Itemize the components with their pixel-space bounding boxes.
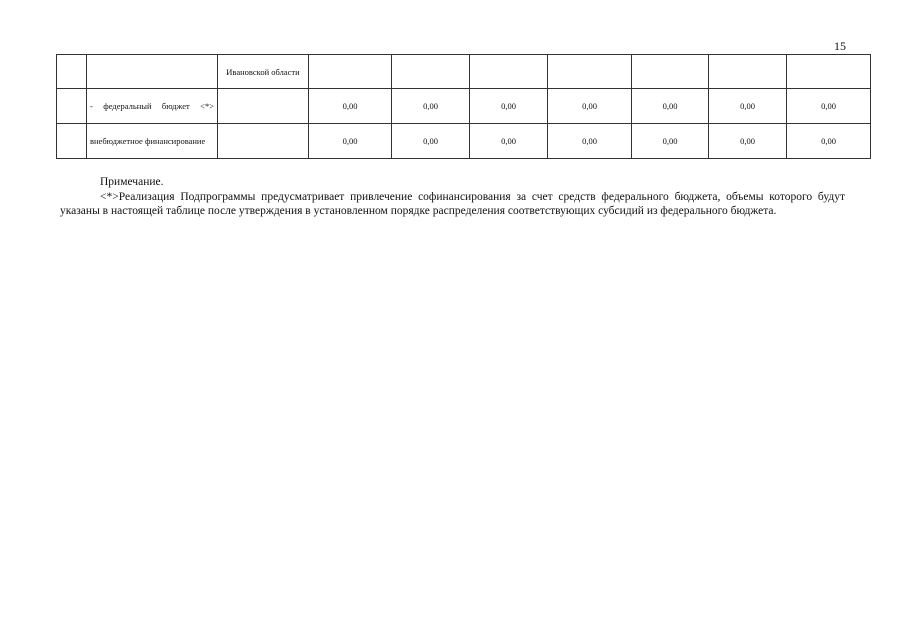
amount-cell: 0,00 bbox=[309, 89, 392, 124]
amount-cell: 0,00 bbox=[548, 124, 632, 159]
amount-cell: 0,00 bbox=[470, 124, 548, 159]
amount-cell bbox=[548, 55, 632, 89]
funding-source-cell: - федеральный бюджет <*> bbox=[87, 89, 218, 124]
amount-cell: 0,00 bbox=[709, 124, 787, 159]
page-number: 15 bbox=[834, 39, 846, 53]
note-text: <*>Реализация Подпрограммы предусматривает привлечение софинансирования за счет средств федерального бюджета, объемы которого будут указаны в настоящей таблице после утверждения в установленном порядке распределения соответствующих субсидий из федерального бюджета. bbox=[60, 190, 845, 217]
funding-source-cell: внебюджетное финансирование bbox=[87, 124, 218, 159]
amount-cell: 0,00 bbox=[709, 89, 787, 124]
amount-cell: 0,00 bbox=[392, 124, 470, 159]
table-row bbox=[57, 89, 871, 124]
amount-cell bbox=[787, 55, 871, 89]
table-cell-blank bbox=[57, 124, 87, 159]
funding-source-cell bbox=[87, 55, 218, 89]
amount-cell bbox=[309, 55, 392, 89]
amount-cell: 0,00 bbox=[392, 89, 470, 124]
table-row bbox=[57, 124, 871, 159]
table-row bbox=[57, 55, 871, 89]
table-cell-blank bbox=[57, 89, 87, 124]
amount-cell bbox=[709, 55, 787, 89]
amount-cell: 0,00 bbox=[787, 89, 871, 124]
amount-cell bbox=[392, 55, 470, 89]
organization-cell bbox=[218, 89, 309, 124]
amount-cell: 0,00 bbox=[548, 89, 632, 124]
amount-cell: 0,00 bbox=[309, 124, 392, 159]
financing-table bbox=[56, 54, 871, 159]
organization-cell: Ивановской области bbox=[218, 55, 309, 89]
amount-cell bbox=[632, 55, 709, 89]
amount-cell: 0,00 bbox=[632, 124, 709, 159]
amount-cell bbox=[470, 55, 548, 89]
amount-cell: 0,00 bbox=[632, 89, 709, 124]
table-cell-blank bbox=[57, 55, 87, 89]
note-title: Примечание. bbox=[100, 176, 164, 188]
amount-cell: 0,00 bbox=[470, 89, 548, 124]
footnote bbox=[60, 175, 845, 219]
amount-cell: 0,00 bbox=[787, 124, 871, 159]
organization-cell bbox=[218, 124, 309, 159]
